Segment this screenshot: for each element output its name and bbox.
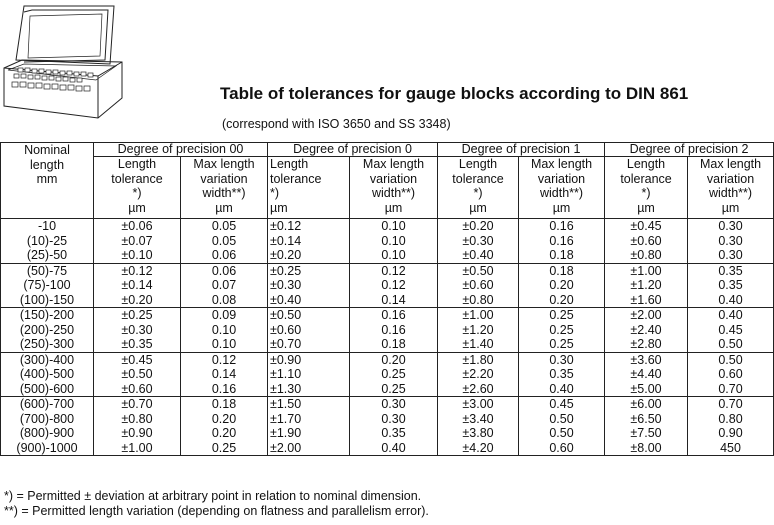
cell-line: ±1.10	[270, 367, 302, 381]
cell-line: 450	[720, 440, 741, 455]
p0-tol-cell	[268, 397, 350, 456]
cell-line: 0.25	[211, 440, 237, 455]
cell-line: 0.25	[549, 322, 574, 337]
cell-line: ±0.30	[462, 233, 494, 248]
cell-line: ±0.45	[121, 352, 153, 367]
cell-line: ±1.60	[630, 292, 662, 307]
header-precision-2: Degree of precision 2	[605, 143, 774, 157]
cell-line: 0.50	[718, 352, 743, 367]
header-length-tolerance	[268, 157, 350, 219]
cell-line: 0.35	[549, 367, 574, 381]
cell-line: ±0.80	[462, 292, 494, 307]
cell-line: 0.50	[718, 337, 743, 351]
cell-line: ±0.06	[121, 219, 153, 233]
p2-tol-cell	[605, 352, 688, 397]
cell-line: ±0.60	[270, 322, 302, 337]
cell-line: 0.90	[718, 426, 743, 440]
cell-line: (100)-150	[19, 292, 75, 307]
header-max-length-variation	[350, 157, 438, 219]
cell-line: 0.10	[381, 219, 406, 233]
cell-line: 0.10	[211, 337, 237, 351]
p0-var-cell	[350, 219, 438, 264]
p2-var-cell	[688, 308, 774, 353]
cell-line: (700)-800	[19, 411, 75, 426]
cell-line: tolerance	[270, 171, 322, 186]
cell-line: 0.45	[718, 322, 743, 337]
cell-line: ±1.90	[270, 426, 302, 440]
cell-line: 0.30	[381, 397, 406, 411]
cell-line: ±0.50	[121, 367, 153, 381]
cell-line: 0.30	[718, 248, 743, 262]
cell-line: width**)	[202, 186, 246, 200]
cell-line: ±4.40	[630, 367, 662, 381]
cell-line: ±0.60	[630, 233, 662, 248]
table-row	[1, 308, 774, 353]
cell-line: (75)-100	[23, 278, 71, 292]
p0-tol-cell	[268, 263, 350, 308]
cell-line: 0.40	[381, 440, 406, 455]
cell-line: ±0.25	[121, 308, 153, 322]
cell-line: µm	[128, 200, 146, 215]
cell-line: ±1.50	[270, 397, 302, 411]
p1-var-cell	[519, 397, 605, 456]
cell-line: 0.09	[211, 308, 237, 322]
cell-line: 0.06	[211, 248, 237, 262]
p2-var-cell	[688, 263, 774, 308]
cell-line: ±3.00	[462, 397, 494, 411]
cell-line: 0.30	[718, 233, 743, 248]
cell-line: 0.50	[549, 426, 574, 440]
cell-line: µm	[384, 200, 403, 215]
cell-line: ±1.00	[462, 308, 494, 322]
p1-var-cell	[519, 219, 605, 264]
cell-line: (10)-25	[26, 233, 68, 248]
cell-line: ±0.14	[270, 233, 302, 248]
header-nominal-length	[1, 143, 94, 219]
cell-line: ±1.00	[121, 440, 153, 455]
cell-line: 0.25	[549, 337, 574, 351]
cell-line: variation	[537, 171, 586, 186]
nominal-length-cell	[1, 308, 94, 353]
cell-line: 0.40	[549, 381, 574, 396]
cell-line: variation	[706, 171, 755, 186]
cell-line: 0.05	[211, 219, 237, 233]
cell-line: 0.18	[549, 248, 574, 262]
cell-line: Nominal	[24, 143, 70, 157]
cell-line: tolerance	[111, 171, 163, 186]
cell-line: ±0.12	[121, 263, 153, 278]
footnote-double-star: **) = Permitted length variation (depending on flatness and parallelism error).	[4, 503, 429, 518]
cell-line: 0.08	[211, 292, 237, 307]
cell-line: 0.10	[211, 322, 237, 337]
cell-line: (250)-300	[19, 337, 75, 351]
cell-line: ±0.70	[121, 397, 153, 411]
cell-line: 0.10	[381, 248, 406, 262]
cell-line: (400)-500	[19, 367, 75, 381]
cell-line: ±0.07	[121, 233, 153, 248]
cell-line: ±0.40	[270, 292, 302, 307]
p2-tol-cell	[605, 397, 688, 456]
cell-line: Max length	[699, 157, 762, 171]
cell-line: ±6.00	[630, 397, 662, 411]
header-max-length-variation	[181, 157, 268, 219]
cell-line: ±0.25	[270, 263, 302, 278]
cell-line: 0.16	[211, 381, 237, 396]
p1-tol-cell	[438, 219, 519, 264]
cell-line: 0.16	[381, 308, 406, 322]
cell-line: length	[29, 157, 65, 172]
cell-line: 0.45	[549, 397, 574, 411]
p00-var-cell	[181, 352, 268, 397]
cell-line: 0.70	[718, 397, 743, 411]
nominal-length-cell	[1, 352, 94, 397]
p1-tol-cell	[438, 397, 519, 456]
cell-line: 0.50	[549, 411, 574, 426]
cell-line: 0.20	[211, 426, 237, 440]
cell-line: mm	[36, 172, 58, 186]
cell-line: 0.16	[381, 322, 406, 337]
p00-tol-cell	[94, 308, 181, 353]
cell-line: 0.20	[549, 278, 574, 292]
cell-line: 0.12	[381, 278, 406, 292]
cell-line: ±1.20	[462, 322, 494, 337]
cell-line: ±6.50	[630, 411, 662, 426]
cell-line: 0.35	[718, 263, 743, 278]
cell-line: µm	[215, 200, 233, 215]
page-title: Table of tolerances for gauge blocks according to DIN 861	[220, 84, 689, 103]
table-row	[1, 219, 774, 264]
cell-line: 0.70	[718, 381, 743, 396]
cell-line: 0.25	[549, 308, 574, 322]
p0-var-cell	[350, 352, 438, 397]
cell-line: 0.35	[718, 278, 743, 292]
cell-line: ±0.14	[121, 278, 153, 292]
cell-line: (25)-50	[26, 248, 68, 262]
p2-tol-cell	[605, 263, 688, 308]
cell-line: -10	[37, 219, 57, 233]
p00-tol-cell	[94, 397, 181, 456]
cell-line: µm	[721, 200, 740, 215]
cell-line: 0.80	[718, 411, 743, 426]
cell-line: ±0.45	[630, 219, 662, 233]
cell-line: 0.60	[718, 367, 743, 381]
cell-line: ±3.60	[630, 352, 662, 367]
cell-line: 0.18	[549, 263, 574, 278]
header-precision-1: Degree of precision 1	[438, 143, 605, 157]
header-max-length-variation	[688, 157, 774, 219]
p0-var-cell	[350, 308, 438, 353]
cell-line: ±0.30	[121, 322, 153, 337]
cell-line: ±2.00	[270, 440, 302, 455]
footnote-single-star: *) = Permitted ± deviation at arbitrary point in relation to nominal dimension.	[4, 489, 422, 503]
nominal-length-cell	[1, 219, 94, 264]
cell-line: ±0.70	[270, 337, 302, 351]
cell-line: Length	[458, 157, 498, 171]
cell-line: µm	[270, 200, 288, 215]
cell-line: 0.30	[549, 352, 574, 367]
cell-line: ±1.40	[462, 337, 494, 351]
cell-line: ±0.12	[270, 219, 302, 233]
cell-line: 0.30	[718, 219, 743, 233]
cell-line: ±0.90	[121, 426, 153, 440]
p0-tol-cell	[268, 352, 350, 397]
cell-line: *)	[641, 186, 651, 200]
cell-line: width**)	[371, 186, 416, 200]
p00-var-cell	[181, 397, 268, 456]
cell-line: ±0.20	[121, 292, 153, 307]
cell-line: Length	[626, 157, 666, 171]
cell-line: variation	[369, 171, 418, 186]
cell-line: µm	[637, 200, 655, 215]
p00-var-cell	[181, 308, 268, 353]
cell-line: 0.40	[718, 308, 743, 322]
cell-line: 0.10	[381, 233, 406, 248]
p00-tol-cell	[94, 219, 181, 264]
cell-line: ±2.60	[462, 381, 494, 396]
cell-line: µm	[552, 200, 571, 215]
p00-var-cell	[181, 219, 268, 264]
cell-line: (50)-75	[26, 263, 68, 278]
p0-tol-cell	[268, 308, 350, 353]
cell-line: ±0.10	[121, 248, 153, 262]
cell-line: 0.20	[549, 292, 574, 307]
tolerance-table	[0, 142, 774, 456]
cell-line: ±0.90	[270, 352, 302, 367]
cell-line: 0.12	[211, 352, 237, 367]
cell-line: (150)-200	[19, 308, 75, 322]
cell-line: width**)	[709, 186, 753, 200]
cell-line: 0.05	[211, 233, 237, 248]
p00-var-cell	[181, 263, 268, 308]
p00-tol-cell	[94, 352, 181, 397]
cell-line: Max length	[362, 157, 425, 171]
cell-line: 0.14	[211, 367, 237, 381]
cell-line: 0.18	[211, 397, 237, 411]
cell-line: ±4.20	[462, 440, 494, 455]
cell-line: 0.12	[381, 263, 406, 278]
p00-tol-cell	[94, 263, 181, 308]
cell-line: (600)-700	[19, 397, 75, 411]
cell-line: ±0.80	[121, 411, 153, 426]
header-length-tolerance	[94, 157, 181, 219]
cell-line: ±5.00	[630, 381, 662, 396]
p0-var-cell	[350, 263, 438, 308]
cell-line: (900)-1000	[16, 440, 78, 455]
cell-line: ±8.00	[630, 440, 662, 455]
cell-line: 0.07	[211, 278, 237, 292]
cell-line: ±3.80	[462, 426, 494, 440]
cell-line: ±0.60	[121, 381, 153, 396]
p1-var-cell	[519, 352, 605, 397]
cell-line: ±2.40	[630, 322, 662, 337]
cell-line: Max length	[530, 157, 593, 171]
cell-line: ±1.30	[270, 381, 302, 396]
header-max-length-variation	[519, 157, 605, 219]
p2-var-cell	[688, 397, 774, 456]
cell-line: ±0.60	[462, 278, 494, 292]
cell-line: *)	[473, 186, 483, 200]
cell-line: 0.06	[211, 263, 237, 278]
cell-line: ±0.50	[462, 263, 494, 278]
footnotes	[4, 489, 429, 518]
p1-tol-cell	[438, 263, 519, 308]
page-subtitle: (correspond with ISO 3650 and SS 3348)	[222, 117, 451, 131]
cell-line: (200)-250	[19, 322, 75, 337]
p1-tol-cell	[438, 352, 519, 397]
cell-line: variation	[200, 171, 248, 186]
cell-line: 0.14	[381, 292, 406, 307]
cell-line: 0.35	[381, 426, 406, 440]
cell-line: 0.30	[381, 411, 406, 426]
cell-line: width**)	[539, 186, 584, 200]
cell-line: Max length	[193, 157, 255, 171]
cell-line: 0.20	[211, 411, 237, 426]
cell-line: 0.20	[381, 352, 406, 367]
table-row	[1, 397, 774, 456]
cell-line: 0.40	[718, 292, 743, 307]
cell-line: ±0.40	[462, 248, 494, 262]
cell-line: ±2.20	[462, 367, 494, 381]
header-length-tolerance	[605, 157, 688, 219]
cell-line: ±1.00	[630, 263, 662, 278]
cell-line: 0.16	[549, 233, 574, 248]
cell-line: ±1.80	[462, 352, 494, 367]
header-precision-00: Degree of precision 00	[94, 143, 268, 157]
cell-line: ±1.20	[630, 278, 662, 292]
cell-line: ±0.50	[270, 308, 302, 322]
cell-line: ±0.20	[270, 248, 302, 262]
nominal-length-cell	[1, 263, 94, 308]
cell-line: 0.25	[381, 381, 406, 396]
cell-line: 0.18	[381, 337, 406, 351]
cell-line: 0.25	[381, 367, 406, 381]
cell-line: tolerance	[620, 171, 672, 186]
cell-line: ±3.40	[462, 411, 494, 426]
p0-var-cell	[350, 397, 438, 456]
cell-line: (300)-400	[19, 352, 75, 367]
p2-tol-cell	[605, 219, 688, 264]
cell-line: Length	[117, 157, 157, 171]
cell-line: µm	[469, 200, 487, 215]
cell-line: 0.16	[549, 219, 574, 233]
p2-tol-cell	[605, 308, 688, 353]
cell-line: *)	[270, 186, 280, 200]
cell-line: (500)-600	[19, 381, 75, 396]
header-length-tolerance	[438, 157, 519, 219]
cell-line: ±0.20	[462, 219, 494, 233]
p2-var-cell	[688, 219, 774, 264]
header-precision-0: Degree of precision 0	[268, 143, 438, 157]
cell-line: tolerance	[452, 171, 504, 186]
cell-line: (800)-900	[19, 426, 75, 440]
p2-var-cell	[688, 352, 774, 397]
p1-tol-cell	[438, 308, 519, 353]
cell-line: ±0.30	[270, 278, 302, 292]
p1-var-cell	[519, 308, 605, 353]
cell-line: ±2.80	[630, 337, 662, 351]
cell-line: ±0.35	[121, 337, 153, 351]
cell-line: Length	[270, 157, 309, 171]
cell-line: *)	[132, 186, 142, 200]
table-row	[1, 352, 774, 397]
cell-line: 0.60	[549, 440, 574, 455]
nominal-length-cell	[1, 397, 94, 456]
cell-line: ±7.50	[630, 426, 662, 440]
cell-line: ±1.70	[270, 411, 302, 426]
cell-line: ±2.00	[630, 308, 662, 322]
gauge-block-box-illustration	[2, 2, 124, 120]
p1-var-cell	[519, 263, 605, 308]
table-row	[1, 263, 774, 308]
cell-line: ±0.80	[630, 248, 662, 262]
p0-tol-cell	[268, 219, 350, 264]
